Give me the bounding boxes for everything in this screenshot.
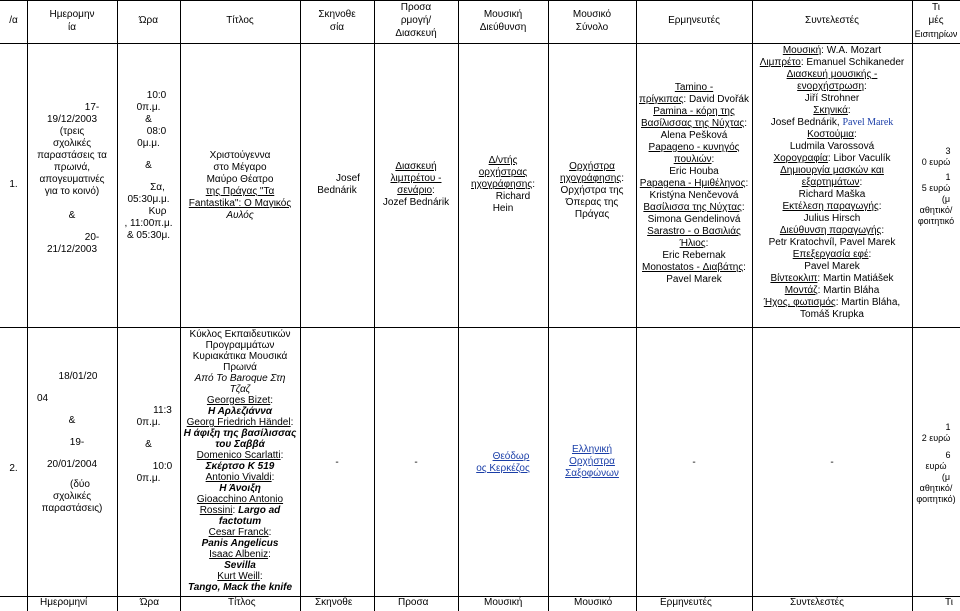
footer-director: Σκηνοθε xyxy=(315,597,353,608)
time-line: 0π.μ. xyxy=(136,473,161,484)
header-ensemble-2: Σύνολο xyxy=(575,22,609,33)
date-line: 21/12/2003 xyxy=(46,244,98,255)
work-title: factotum xyxy=(218,516,262,527)
price-line: φοιτητικό xyxy=(917,216,955,226)
ensemble-name: Ορχήστρα της xyxy=(560,185,624,196)
composer-link[interactable]: Antonio Vivaldi xyxy=(205,472,272,483)
title-line: Προγραμμάτων xyxy=(205,340,275,351)
crew-value: Jiří Strohner xyxy=(804,93,860,104)
footer-price: Τι xyxy=(945,597,953,608)
adapt-label: λιμπρέτου - xyxy=(390,173,442,184)
price-line: (μ xyxy=(941,194,951,204)
role-label: Pamina - κόρη της xyxy=(653,106,735,117)
price-line: 2 ευρώ xyxy=(921,433,951,443)
crew-value: Petr Kratochvíl, Pavel Marek xyxy=(768,237,896,248)
rule xyxy=(0,327,960,328)
composer-link[interactable]: Gioacchino Antonio xyxy=(196,494,284,505)
work-title: Panis Angelicus xyxy=(201,538,279,549)
footer-title: Τίτλος xyxy=(228,597,256,608)
crew-value: : Martin Bláha, xyxy=(835,297,901,308)
date-line xyxy=(27,198,117,210)
role-label: Ήλιος xyxy=(679,238,706,249)
music-dir-link[interactable]: Θεόδωρ xyxy=(492,451,530,462)
header-director-1: Σκηνοθε xyxy=(318,9,356,20)
performers-cell: - xyxy=(692,457,696,468)
price-cell xyxy=(912,422,960,505)
crew-label: εξαρτημάτων xyxy=(801,177,860,188)
work-title: Η Αρλεζιάννα xyxy=(207,406,273,417)
crew-label: Σκηνικά xyxy=(813,105,848,116)
footer-crew: Συντελεστές xyxy=(790,597,844,608)
composer-link[interactable]: Georg Friedrich Händel xyxy=(186,417,291,428)
row-number: 2. xyxy=(9,463,18,474)
header-date-1: Ημερομην xyxy=(49,9,95,20)
time-line: 08:0 xyxy=(146,126,167,137)
crew-value: : xyxy=(854,129,857,140)
title-line: Κύκλος Εκπαιδευτικών xyxy=(189,329,291,340)
title-cell: Κύκλος Εκπαιδευτικών Προγραμμάτων Κυριακάτικα Μουσικά Πρωινά Από Το Baroque Στη Τζαζ Georges Bizet: Η Αρλεζιάννα Georg Friedrich Händel: Η άφιξη της βασίλισσας του Σαββά Domenico Scarlatti: Σκέρτσο K 519 Antonio Vivaldi: Η Άνοιξη Gioacchino Antonio Rossini: Largo ad factotum Cesar Franck: Panis Angelicus Isaac Albeniz: Sevilla Kurt Weill: Tango, Mack the knife xyxy=(180,329,300,593)
crew-label: Δημιουργία μασκών και xyxy=(780,165,884,176)
adapt-cell: Διασκευή λιμπρέτου - σενάριο: Jozef Bednárik xyxy=(374,161,458,209)
role-label: Papagena - Ημιθέληνος xyxy=(639,178,746,189)
date-line: 19- xyxy=(69,437,85,448)
title-cell xyxy=(180,150,300,222)
time-line: 11:3 xyxy=(153,405,172,416)
date-line: & xyxy=(68,415,76,426)
work-title: Η άφιξη της βασίλισσας xyxy=(183,428,297,439)
date-line: για το κοινό) xyxy=(44,186,100,197)
title-link[interactable]: της Πράγας "Τα xyxy=(205,186,275,197)
composer-link[interactable]: Rossini xyxy=(199,505,233,516)
header-date-2: ία xyxy=(67,22,76,33)
role-label: Monostatos - Διαβάτης xyxy=(642,262,744,273)
date-line: παραστάσεις τα xyxy=(37,150,107,161)
crew-value: : Martin Bláha xyxy=(817,285,880,296)
date-line xyxy=(27,471,117,479)
header-title: Τίτλος xyxy=(226,15,254,26)
time-line: & xyxy=(145,160,152,171)
crew-value: : xyxy=(847,105,851,116)
crew-label: Διεύθυνση παραγωγής xyxy=(779,225,882,236)
crew-label: Ήχος, φωτισμός xyxy=(763,297,836,308)
composer-link[interactable]: Cesar Franck xyxy=(208,527,269,538)
crew-value: Josef Bednárik, xyxy=(770,117,843,128)
crew-value: Tomáš Krupka xyxy=(800,309,864,320)
rule xyxy=(912,0,913,611)
price-line: αθητικό/ xyxy=(919,205,953,215)
date-line: 19/12/2003 xyxy=(46,114,98,125)
time-line xyxy=(117,429,180,439)
crew-label: Μοντάζ xyxy=(784,285,818,296)
performer-name: David Dvořák xyxy=(688,94,749,105)
header-adapt-2: ρμογή/ xyxy=(400,15,432,26)
time-cell xyxy=(117,90,180,242)
price-line: 1 xyxy=(945,422,951,432)
footer-performers: Ερμηνευτές xyxy=(660,597,712,608)
ensemble-cell: Ορχήστρα ηχογράφησης: Ορχήστρα της Όπερας της Πράγας xyxy=(548,161,636,221)
adapt-name: Jozef Bednárik xyxy=(382,197,450,208)
time-line xyxy=(117,150,180,160)
adapt-cell: - xyxy=(414,457,418,468)
footer-ensemble: Μουσικό xyxy=(574,597,613,608)
price-line: αθητικό/ xyxy=(919,483,953,493)
footer-time: Ώρα xyxy=(140,597,159,608)
ensemble-link[interactable]: Ελληνική xyxy=(571,444,612,455)
title-line: Αυλός xyxy=(226,210,254,221)
date-line: πρωινά, xyxy=(53,162,91,173)
crew-cell xyxy=(752,45,912,321)
time-line xyxy=(117,172,180,182)
date-line xyxy=(27,427,117,437)
performer-name: Eric Rebernak xyxy=(662,250,726,261)
price-line: 3 xyxy=(945,146,951,156)
rule xyxy=(27,0,28,611)
time-line: Κυρ xyxy=(148,206,167,217)
crew-link[interactable]: Pavel Marek xyxy=(842,117,894,128)
footer-adapt: Προσα xyxy=(398,597,429,608)
performers-cell: Tamino - πρίγκιπας: David Dvořák Pamina - κόρη της Βασίλισσας της Νύχτας: Alena Pešková Papageno - κυνηγός πουλιών: Eric Houba Papagena - Ημιθέληνος: Kristýna Nenčevová Βασίλισσα της Νύχτας: Simona Gendelinová Sarastro - ο Βασιλιάς Ήλιος: Eric Rebernak Monostatos - Διαβάτης: Pavel Marek xyxy=(636,82,752,286)
title-line: Τζαζ xyxy=(229,384,251,395)
composer-link[interactable]: Kurt Weill xyxy=(217,571,260,582)
date-line: παραστάσεις) xyxy=(41,503,103,514)
header-adapt-1: Προσα xyxy=(400,2,432,13)
header-num: /α xyxy=(9,15,18,26)
ensemble-link[interactable]: Σαξοφώνων xyxy=(565,468,619,479)
time-line: 10:0 xyxy=(146,90,167,101)
date-line: 04 xyxy=(37,393,49,404)
crew-value: Pavel Marek xyxy=(804,261,860,272)
work-title: του Σαββά xyxy=(215,439,265,450)
header-price-1: Τι xyxy=(932,2,940,13)
crew-value: : xyxy=(881,225,885,236)
date-cell xyxy=(27,371,117,515)
time-line: 0π.μ. xyxy=(136,417,161,428)
date-line: & xyxy=(68,210,76,221)
crew-value: Ludmila Varossová xyxy=(789,141,875,152)
composer-link[interactable]: Isaac Albeniz xyxy=(209,549,269,560)
crew-value: : xyxy=(878,201,882,212)
crew-label: Διασκευή μουσικής - xyxy=(786,69,878,80)
ensemble-label: ηχογράφησης xyxy=(560,173,622,184)
crew-label: Χορογραφία xyxy=(773,153,828,164)
date-line: 17- xyxy=(84,102,100,113)
header-performers: Ερμηνευτές xyxy=(668,15,720,26)
title-line: Κυριακάτικα Μουσικά xyxy=(192,351,288,362)
rule xyxy=(0,0,960,1)
footer-music-dir: Μουσική xyxy=(484,597,523,608)
crew-label: Κοστούμια xyxy=(807,129,855,140)
price-line: 5 ευρώ xyxy=(921,183,951,193)
role-label: πουλιών xyxy=(673,154,712,165)
title-line: Πρωινά xyxy=(223,362,257,373)
title-line: Μαύρο Θέατρο xyxy=(206,174,274,185)
crew-cell: - xyxy=(830,457,834,468)
performer-name: Kristýna Nenčevová xyxy=(649,190,739,201)
music-dir-name: Richard xyxy=(495,191,531,202)
work-title: Sevilla xyxy=(224,560,256,571)
role-label: Βασίλισσας της Νύχτας xyxy=(640,118,745,129)
date-cell xyxy=(27,102,117,256)
director-cell xyxy=(300,173,374,197)
time-line: , 11:00π.μ. xyxy=(124,218,173,229)
date-line: 18/01/20 xyxy=(58,371,98,382)
role-label: Βασίλισσα της Νύχτας xyxy=(643,202,742,213)
header-director-2: σία xyxy=(329,22,345,33)
crew-value: : xyxy=(864,81,867,92)
price-line: 1 xyxy=(945,172,951,182)
composer-link[interactable]: Domenico Scarlatti xyxy=(196,450,281,461)
title-line: Από Το Baroque Στη xyxy=(194,373,286,384)
date-line: απογευματινές xyxy=(39,174,105,185)
music-dir-label: ηχογράφησης xyxy=(471,179,533,190)
header-time: Ώρα xyxy=(139,15,158,26)
date-line: (δύο xyxy=(70,479,90,490)
time-line: & xyxy=(145,114,152,125)
header-price-2: μές xyxy=(928,15,944,26)
role-label: πρίγκιπας xyxy=(639,94,684,105)
header-price-3: Εισιτηρίων xyxy=(914,29,958,39)
music-dir-cell xyxy=(458,451,548,475)
time-line: 10:0 xyxy=(152,461,173,472)
crew-label: Εκτέλεση παραγωγής xyxy=(782,201,879,212)
crew-value: Julius Hirsch xyxy=(803,213,861,224)
header-ensemble-1: Μουσικό xyxy=(572,9,612,20)
price-line: 6 xyxy=(945,450,951,460)
music-dir-cell: Δ/ντής ορχήστρας ηχογράφησης: Richard Hein xyxy=(458,155,548,215)
crew-value: : Martin Matiášek xyxy=(817,273,894,284)
header-music-dir-2: Διεύθυνση xyxy=(479,22,527,33)
adapt-label: Διασκευή xyxy=(395,161,437,172)
music-dir-label: Δ/ντής xyxy=(488,155,518,166)
time-line: 0π.μ. xyxy=(136,102,161,113)
time-line: 0μ.μ. xyxy=(137,138,160,149)
price-line: ευρώ xyxy=(925,461,947,471)
date-line xyxy=(27,449,117,459)
date-line: 20- xyxy=(84,232,100,243)
crew-label: ενορχήστρωση xyxy=(797,81,865,92)
time-line: & xyxy=(145,439,152,450)
price-cell xyxy=(912,146,960,227)
header-music-dir-1: Μουσική xyxy=(483,9,523,20)
music-dir-label: ορχήστρας xyxy=(478,167,528,178)
title-line: στο Μέγαρο xyxy=(213,162,267,173)
crew-value: : Libor Vaculík xyxy=(827,153,891,164)
date-line: σχολικές xyxy=(52,491,92,502)
time-line: & 05:30μ. xyxy=(126,230,170,241)
performer-name: Eric Houba xyxy=(669,166,719,177)
time-cell xyxy=(117,405,180,485)
rule xyxy=(374,0,375,611)
date-line xyxy=(27,383,117,393)
role-label: Papageno - κυνηγός xyxy=(648,142,740,153)
time-line xyxy=(117,451,180,461)
ensemble-cell xyxy=(548,444,636,480)
crew-value: Richard Maška xyxy=(798,189,866,200)
director-cell: - xyxy=(335,457,339,468)
date-line xyxy=(27,405,117,415)
rule xyxy=(300,0,301,611)
header-adapt-3: Διασκευή xyxy=(395,28,437,39)
crew-value: : xyxy=(859,177,863,188)
work-title: Σκέρτσο K 519 xyxy=(205,461,275,472)
header-crew: Συντελεστές xyxy=(805,15,859,26)
date-line: (τρεις xyxy=(59,126,85,137)
crew-label: Επεξεργασία εφέ xyxy=(792,249,869,260)
director-line: Bednárik xyxy=(317,185,357,196)
ensemble-link[interactable]: Ορχήστρα xyxy=(569,456,615,467)
ensemble-label: Ορχήστρα xyxy=(569,161,615,172)
time-line: Σα, xyxy=(150,182,165,193)
footer-date: Ημερομηνί xyxy=(40,597,88,608)
date-line: σχολικές xyxy=(52,138,92,149)
adapt-label: σενάριο xyxy=(397,185,433,196)
title-line: Χριστούγεννα xyxy=(209,150,271,161)
title-link[interactable]: Fantastika": Ο Μαγικός xyxy=(188,198,292,209)
rule xyxy=(458,0,459,611)
ensemble-name: Όπερας της Πράγας xyxy=(565,197,619,220)
performer-name: Alena Pešková xyxy=(660,130,728,141)
crew-value: : xyxy=(868,249,872,260)
row-number: 1. xyxy=(9,179,18,190)
rule xyxy=(0,43,960,44)
work-title: Η Άνοιξη xyxy=(219,483,261,494)
price-line: 0 ευρώ xyxy=(921,157,951,167)
performer-name: Pavel Marek xyxy=(666,274,722,285)
price-line: (μ xyxy=(941,472,951,482)
crew-value: : Emanuel Schikaneder xyxy=(800,57,905,68)
date-line xyxy=(27,222,117,232)
music-dir-name: Hein xyxy=(492,203,514,214)
performer-name: Simona Gendelinová xyxy=(647,214,741,225)
crew-label: Βίντεοκλιπ xyxy=(770,273,818,284)
date-line: 20/01/2004 xyxy=(46,459,98,470)
crew-label: Μουσική xyxy=(782,45,822,56)
director-line: Josef xyxy=(336,173,360,184)
role-label: Tamino - xyxy=(674,82,714,93)
role-label: Sarastro - ο Βασιλιάς xyxy=(647,226,741,237)
crew-value: : W.A. Mozart xyxy=(821,45,882,56)
time-line: 05:30μ.μ. xyxy=(127,194,170,205)
work-title: Largo ad xyxy=(238,505,281,516)
price-line: φοιτητικό) xyxy=(916,494,956,504)
composer-link[interactable]: Georges Bizet xyxy=(206,395,271,406)
music-dir-link[interactable]: ος Κερκέζος xyxy=(476,463,530,474)
rule xyxy=(548,0,549,611)
crew-label: Λιμπρέτο xyxy=(759,57,801,68)
work-title: Tango, Mack the knife xyxy=(187,582,293,593)
